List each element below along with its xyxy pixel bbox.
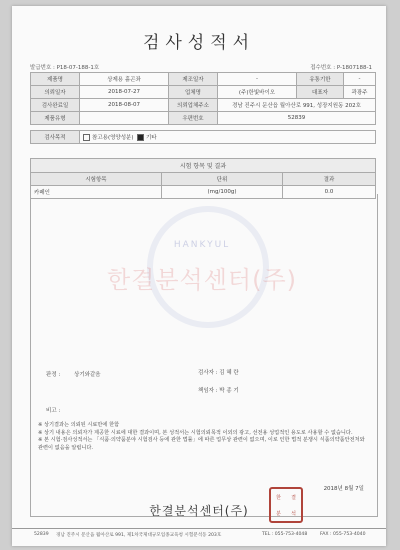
footer-fax: FAX : 055-753-4040 (320, 532, 366, 537)
seal-char: 분 (276, 510, 281, 517)
test-done-header: 검사완료일 (31, 99, 80, 112)
note-3: ※ 본 시험·검사성적서는 「식품·의약품분야 시험검사 등에 관한 법률」에 따른 업무상 관련이 없으며, 이로 인한 법적 분쟁시 식품의약품안전처와 관련이 없음을 알립니다. (38, 437, 365, 451)
approver: 책임자 : 박 종 기 (198, 388, 239, 394)
zip-header: 우편번호 (169, 112, 218, 125)
remarks-label: 비고 : (46, 408, 61, 414)
results-col-result: 결과 (283, 173, 376, 186)
test-done-date: 2018-08-07 (80, 99, 169, 112)
request-date-header: 의뢰일자 (31, 86, 80, 99)
company-name: (주)한빛바이오 (218, 86, 297, 99)
expiry-header: 유통기한 (297, 73, 344, 86)
seal-char: 석 (291, 510, 296, 517)
note-2: ※ 상기 내용은 의뢰자가 제공한 시료에 대한 결과이며, 본 성적서는 시험의뢰목적 이외의 광고, 선전용 성업적인 용도로 사용할 수 없습니다. (38, 429, 353, 436)
ceo-name: 곽광주 (344, 86, 376, 99)
results-body (30, 194, 378, 517)
seal-char: 한 (276, 494, 281, 501)
company-header: 업체명 (169, 86, 218, 99)
checkbox-checked-icon (137, 134, 144, 141)
result-unit: (mg/100g) (162, 186, 283, 199)
footer (12, 528, 386, 538)
result-value: 0.0 (283, 186, 376, 199)
results-table (30, 158, 376, 199)
results-col-item: 시험항목 (31, 173, 162, 186)
category-header: 제품유형 (31, 112, 80, 125)
client-address-header: 의뢰업체주소 (169, 99, 218, 112)
zip-code: 52839 (218, 112, 376, 125)
note-1: ※ 상기결과는 의뢰된 시료만에 한함 (38, 422, 120, 428)
seal-char: 결 (291, 494, 296, 501)
receipt-number: 접수번호 : P-1807188-1 (310, 65, 372, 71)
manufacture-date-header: 제조일자 (169, 73, 218, 86)
info-table (30, 72, 376, 144)
purpose-header: 검사목적 (31, 131, 80, 144)
checkbox-empty-icon (83, 134, 90, 141)
company-seal (269, 487, 303, 523)
watermark-ko: 한결분석센터(주) (106, 266, 297, 294)
results-col-unit: 단위 (162, 173, 283, 186)
footer-tel: TEL : 055-753-4048 (262, 532, 308, 537)
watermark-en: HANKYUL (173, 240, 231, 250)
results-section-title: 시험 항목 및 결과 (31, 159, 376, 173)
judgement-value: 상기와같음 (74, 372, 101, 378)
document-title: 검사성적서 (142, 33, 256, 53)
request-date: 2018-07-27 (80, 86, 169, 99)
report-page (12, 6, 386, 546)
client-address: 경남 진주시 문산읍 월아산로 991, 성장지원동 202호 (218, 99, 376, 112)
company-signature: 한결분석센터(주) (149, 504, 249, 518)
manufacture-date: - (218, 73, 297, 86)
notes (38, 422, 368, 452)
judgement-label: 판정 : (46, 372, 61, 378)
product-name: 상제용 흙곤좌 (80, 73, 169, 86)
purpose-options (80, 131, 376, 144)
issue-number: 발급번호 : P18-07-188-1호 (30, 65, 100, 71)
expiry: - (344, 73, 376, 86)
product-name-header: 제품명 (31, 73, 80, 86)
result-item: 카페인 (31, 186, 162, 199)
footer-address: 경남 진주시 문산읍 월아산로 991, 제1차국제대규모업종교육청 시험분석동 203호 (56, 533, 222, 538)
purpose-option-2: 기타 (145, 135, 157, 141)
purpose-option-1: 참고용(영양성분) (92, 135, 134, 141)
tester: 검사자 : 김 혜 란 (198, 370, 239, 376)
footer-zip: 52839 (34, 532, 49, 537)
category (80, 112, 169, 125)
ceo-header: 대표자 (297, 86, 344, 99)
issue-date: 2018년 8월 7일 (323, 486, 364, 492)
